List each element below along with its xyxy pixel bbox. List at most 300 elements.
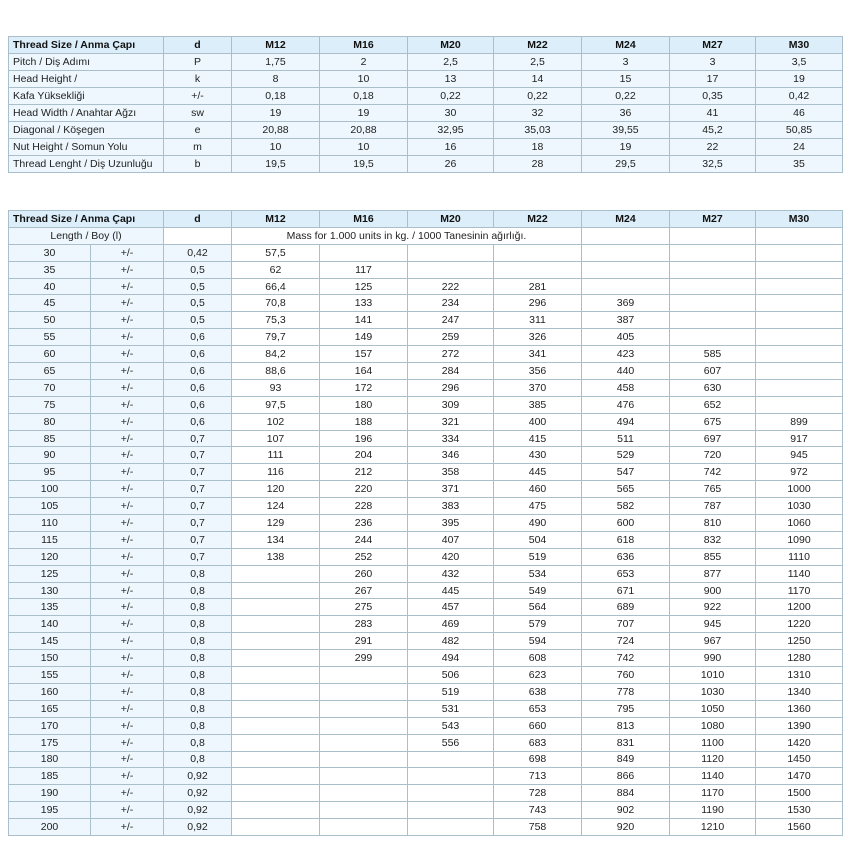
spec-value: 19,5 [232,156,320,173]
mass-value [756,396,843,413]
mass-row [9,396,843,413]
mass-value: 967 [670,633,756,650]
mass-value: 188 [320,413,408,430]
mass-value: 832 [670,531,756,548]
mass-row [9,802,843,819]
mass-value [756,329,843,346]
mass-value [756,379,843,396]
tolerance-label: +/- [91,683,164,700]
spec-value: 16 [408,139,494,156]
spec-value: 0,22 [494,88,582,105]
tolerance-label: +/- [91,700,164,717]
mass-value [320,717,408,734]
mass-row [9,363,843,380]
mass-row [9,329,843,346]
length-value: 65 [9,363,91,380]
tolerance-value: 0,8 [164,650,232,667]
column-header-size: M30 [756,37,843,54]
length-value: 180 [9,751,91,768]
mass-value [320,785,408,802]
spec-header-row [9,37,843,54]
spec-value: 19 [582,139,670,156]
mass-value: 134 [232,531,320,548]
mass-value: 529 [582,447,670,464]
tolerance-value: 0,8 [164,683,232,700]
mass-value [756,295,843,312]
spec-value: 35,03 [494,122,582,139]
length-value: 155 [9,667,91,684]
mass-value [232,565,320,582]
mass-value: 88,6 [232,363,320,380]
spec-value: 19,5 [320,156,408,173]
tolerance-label: +/- [91,768,164,785]
mass-value: 623 [494,667,582,684]
mass-value: 531 [408,700,494,717]
mass-value: 689 [582,599,670,616]
mass-value: 707 [582,616,670,633]
mass-value: 141 [320,312,408,329]
mass-value: 494 [582,413,670,430]
spec-value: 36 [582,105,670,122]
mass-value: 387 [582,312,670,329]
mass-value [320,244,408,261]
length-value: 175 [9,734,91,751]
spec-value: 19 [756,71,843,88]
column-header-size: M27 [670,37,756,54]
mass-value: 653 [494,700,582,717]
mass-value: 107 [232,430,320,447]
mass-value: 1200 [756,599,843,616]
spec-label: Head Width / Anahtar Ağzı [9,105,164,122]
mass-value: 849 [582,751,670,768]
column-header-size: M12 [232,211,320,228]
mass-value [320,768,408,785]
mass-value: 311 [494,312,582,329]
mass-value: 582 [582,498,670,515]
mass-value [408,768,494,785]
spec-value: 30 [408,105,494,122]
mass-value: 84,2 [232,346,320,363]
spec-symbol: m [164,139,232,156]
length-value: 55 [9,329,91,346]
mass-row [9,261,843,278]
length-value: 130 [9,582,91,599]
mass-value [232,802,320,819]
mass-value: 902 [582,802,670,819]
mass-value: 638 [494,683,582,700]
tolerance-value: 0,7 [164,515,232,532]
tolerance-label: +/- [91,363,164,380]
mass-row [9,413,843,430]
mass-value: 469 [408,616,494,633]
spec-value: 0,22 [582,88,670,105]
spec-value: 2 [320,54,408,71]
mass-value: 1100 [670,734,756,751]
mass-value: 356 [494,363,582,380]
mass-value: 519 [408,683,494,700]
mass-value: 407 [408,531,494,548]
tolerance-label: +/- [91,751,164,768]
column-header-size: M24 [582,211,670,228]
mass-value: 283 [320,616,408,633]
mass-value [320,667,408,684]
mass-value: 172 [320,379,408,396]
column-header-d: d [164,211,232,228]
spec-value: 19 [232,105,320,122]
mass-value: 742 [582,650,670,667]
spec-symbol: e [164,122,232,139]
tolerance-value: 0,8 [164,717,232,734]
mass-value: 1190 [670,802,756,819]
tolerance-label: +/- [91,346,164,363]
mass-row [9,481,843,498]
mass-value: 420 [408,548,494,565]
mass-row [9,582,843,599]
tolerance-label: +/- [91,633,164,650]
tolerance-value: 0,7 [164,548,232,565]
mass-value: 111 [232,447,320,464]
tolerance-label: +/- [91,819,164,836]
tolerance-value: 0,6 [164,379,232,396]
mass-value [320,734,408,751]
column-header-size: M22 [494,37,582,54]
mass-value: 636 [582,548,670,565]
mass-row [9,700,843,717]
spec-label: Kafa Yüksekliği [9,88,164,105]
length-value: 100 [9,481,91,498]
mass-value: 1530 [756,802,843,819]
tolerance-value: 0,8 [164,633,232,650]
mass-value [320,700,408,717]
mass-value [320,819,408,836]
length-value: 40 [9,278,91,295]
mass-value: 1090 [756,531,843,548]
mass-value: 244 [320,531,408,548]
mass-value: 252 [320,548,408,565]
mass-value [756,312,843,329]
mass-value: 281 [494,278,582,295]
mass-value: 1310 [756,667,843,684]
mass-value: 608 [494,650,582,667]
tolerance-label: +/- [91,498,164,515]
length-value: 120 [9,548,91,565]
spec-value: 3 [670,54,756,71]
mass-value: 720 [670,447,756,464]
mass-value: 972 [756,464,843,481]
mass-value: 1080 [670,717,756,734]
mass-value [232,785,320,802]
tolerance-label: +/- [91,548,164,565]
mass-value: 1470 [756,768,843,785]
tolerance-label: +/- [91,413,164,430]
length-value: 90 [9,447,91,464]
spec-value: 2,5 [494,54,582,71]
spec-value: 35 [756,156,843,173]
mass-value: 506 [408,667,494,684]
mass-value: 534 [494,565,582,582]
mass-value: 1060 [756,515,843,532]
length-value: 115 [9,531,91,548]
mass-table [8,210,843,836]
tolerance-label: +/- [91,447,164,464]
mass-value: 222 [408,278,494,295]
length-value: 125 [9,565,91,582]
mass-value: 758 [494,819,582,836]
mass-value: 1340 [756,683,843,700]
spec-value: 50,85 [756,122,843,139]
mass-value: 358 [408,464,494,481]
mass-value: 585 [670,346,756,363]
column-header-size: M20 [408,211,494,228]
spec-value: 8 [232,71,320,88]
tolerance-label: +/- [91,430,164,447]
mass-value: 138 [232,548,320,565]
mass-value [408,751,494,768]
tolerance-label: +/- [91,515,164,532]
empty-cell [164,227,232,244]
spec-value: 46 [756,105,843,122]
length-value: 150 [9,650,91,667]
tolerance-label: +/- [91,531,164,548]
empty-cell [582,227,670,244]
mass-value: 369 [582,295,670,312]
length-value: 200 [9,819,91,836]
empty-cell [670,227,756,244]
mass-value [756,244,843,261]
spec-value: 28 [494,156,582,173]
mass-body [9,244,843,835]
mass-value: 66,4 [232,278,320,295]
mass-value [232,616,320,633]
tolerance-label: +/- [91,802,164,819]
spec-body [9,54,843,173]
empty-cell [756,227,843,244]
spec-value: 13 [408,71,494,88]
mass-value [408,244,494,261]
mass-value: 652 [670,396,756,413]
spec-symbol: P [164,54,232,71]
spec-value: 3 [582,54,670,71]
mass-value: 296 [494,295,582,312]
spec-row [9,105,843,122]
spec-value: 26 [408,156,494,173]
spec-row [9,156,843,173]
mass-value: 133 [320,295,408,312]
mass-value: 490 [494,515,582,532]
column-header-thread-size: Thread Size / Anma Çapı [9,211,164,228]
mass-value: 831 [582,734,670,751]
mass-value [232,582,320,599]
mass-value [232,717,320,734]
tolerance-value: 0,7 [164,464,232,481]
tolerance-value: 0,8 [164,565,232,582]
mass-value: 945 [670,616,756,633]
tolerance-value: 0,5 [164,295,232,312]
tolerance-label: +/- [91,261,164,278]
mass-header-row [9,211,843,228]
mass-value [670,244,756,261]
mass-value: 1140 [670,768,756,785]
mass-value: 220 [320,481,408,498]
column-header-size: M30 [756,211,843,228]
tolerance-label: +/- [91,565,164,582]
length-value: 95 [9,464,91,481]
mass-value: 405 [582,329,670,346]
mass-row [9,734,843,751]
tolerance-label: +/- [91,329,164,346]
mass-row [9,244,843,261]
mass-value [670,329,756,346]
mass-value [408,819,494,836]
mass-value: 321 [408,413,494,430]
spec-value: 10 [320,71,408,88]
tolerance-value: 0,6 [164,363,232,380]
tolerance-value: 0,7 [164,447,232,464]
mass-value: 1030 [670,683,756,700]
spec-value: 0,42 [756,88,843,105]
mass-value: 920 [582,819,670,836]
tolerance-label: +/- [91,650,164,667]
mass-value: 565 [582,481,670,498]
spec-label: Pitch / Diş Adımı [9,54,164,71]
mass-value: 594 [494,633,582,650]
mass-value: 795 [582,700,670,717]
tolerance-value: 0,6 [164,346,232,363]
mass-value [232,599,320,616]
mass-row [9,447,843,464]
mass-row [9,278,843,295]
mass-row [9,565,843,582]
tolerance-label: +/- [91,379,164,396]
length-value: 170 [9,717,91,734]
spec-value: 39,55 [582,122,670,139]
mass-row [9,312,843,329]
mass-value [232,650,320,667]
mass-value [670,295,756,312]
mass-value: 371 [408,481,494,498]
mass-value: 778 [582,683,670,700]
mass-value: 445 [494,464,582,481]
mass-value: 204 [320,447,408,464]
mass-row [9,515,843,532]
spec-value: 20,88 [232,122,320,139]
mass-value: 618 [582,531,670,548]
tolerance-label: +/- [91,599,164,616]
spec-value: 0,18 [232,88,320,105]
mass-value: 432 [408,565,494,582]
spec-value: 2,5 [408,54,494,71]
mass-row [9,295,843,312]
column-header-size: M16 [320,37,408,54]
mass-value: 607 [670,363,756,380]
mass-value: 423 [582,346,670,363]
length-value: 60 [9,346,91,363]
mass-value [756,261,843,278]
tolerance-label: +/- [91,278,164,295]
length-value: 135 [9,599,91,616]
mass-row [9,650,843,667]
mass-value: 1450 [756,751,843,768]
length-label: Length / Boy (l) [9,227,164,244]
tolerance-label: +/- [91,244,164,261]
mass-value: 742 [670,464,756,481]
spec-value: 24 [756,139,843,156]
column-header-size: M27 [670,211,756,228]
spec-value: 3,5 [756,54,843,71]
column-header-size: M24 [582,37,670,54]
mass-value [408,802,494,819]
column-header-size: M12 [232,37,320,54]
mass-value [494,244,582,261]
column-header-size: M16 [320,211,408,228]
mass-value: 460 [494,481,582,498]
spec-value: 17 [670,71,756,88]
mass-value: 212 [320,464,408,481]
mass-value [232,683,320,700]
mass-value: 247 [408,312,494,329]
mass-value: 476 [582,396,670,413]
mass-value: 116 [232,464,320,481]
mass-value: 1050 [670,700,756,717]
mass-row [9,379,843,396]
mass-value: 683 [494,734,582,751]
mass-row [9,819,843,836]
mass-value [232,768,320,785]
spec-value: 14 [494,71,582,88]
length-value: 50 [9,312,91,329]
mass-value [756,278,843,295]
mass-value: 120 [232,481,320,498]
mass-value: 1500 [756,785,843,802]
mass-value: 1170 [670,785,756,802]
mass-value: 1390 [756,717,843,734]
mass-value: 1560 [756,819,843,836]
spec-symbol: sw [164,105,232,122]
tolerance-value: 0,5 [164,278,232,295]
length-value: 75 [9,396,91,413]
mass-value: 899 [756,413,843,430]
tolerance-label: +/- [91,464,164,481]
mass-value: 196 [320,430,408,447]
tolerance-label: +/- [91,312,164,329]
spec-value: 10 [320,139,408,156]
tolerance-value: 0,8 [164,616,232,633]
mass-value [670,261,756,278]
length-value: 105 [9,498,91,515]
mass-value: 284 [408,363,494,380]
mass-value: 579 [494,616,582,633]
mass-row [9,430,843,447]
mass-value: 543 [408,717,494,734]
mass-value: 630 [670,379,756,396]
mass-value: 149 [320,329,408,346]
mass-value: 900 [670,582,756,599]
mass-value: 1210 [670,819,756,836]
spec-row [9,71,843,88]
spec-value: 32,5 [670,156,756,173]
mass-value: 228 [320,498,408,515]
tolerance-value: 0,92 [164,785,232,802]
mass-value: 1280 [756,650,843,667]
mass-value: 445 [408,582,494,599]
length-value: 110 [9,515,91,532]
mass-value: 1420 [756,734,843,751]
mass-value [320,802,408,819]
mass-value: 117 [320,261,408,278]
mass-value: 457 [408,599,494,616]
mass-value: 922 [670,599,756,616]
mass-value: 341 [494,346,582,363]
